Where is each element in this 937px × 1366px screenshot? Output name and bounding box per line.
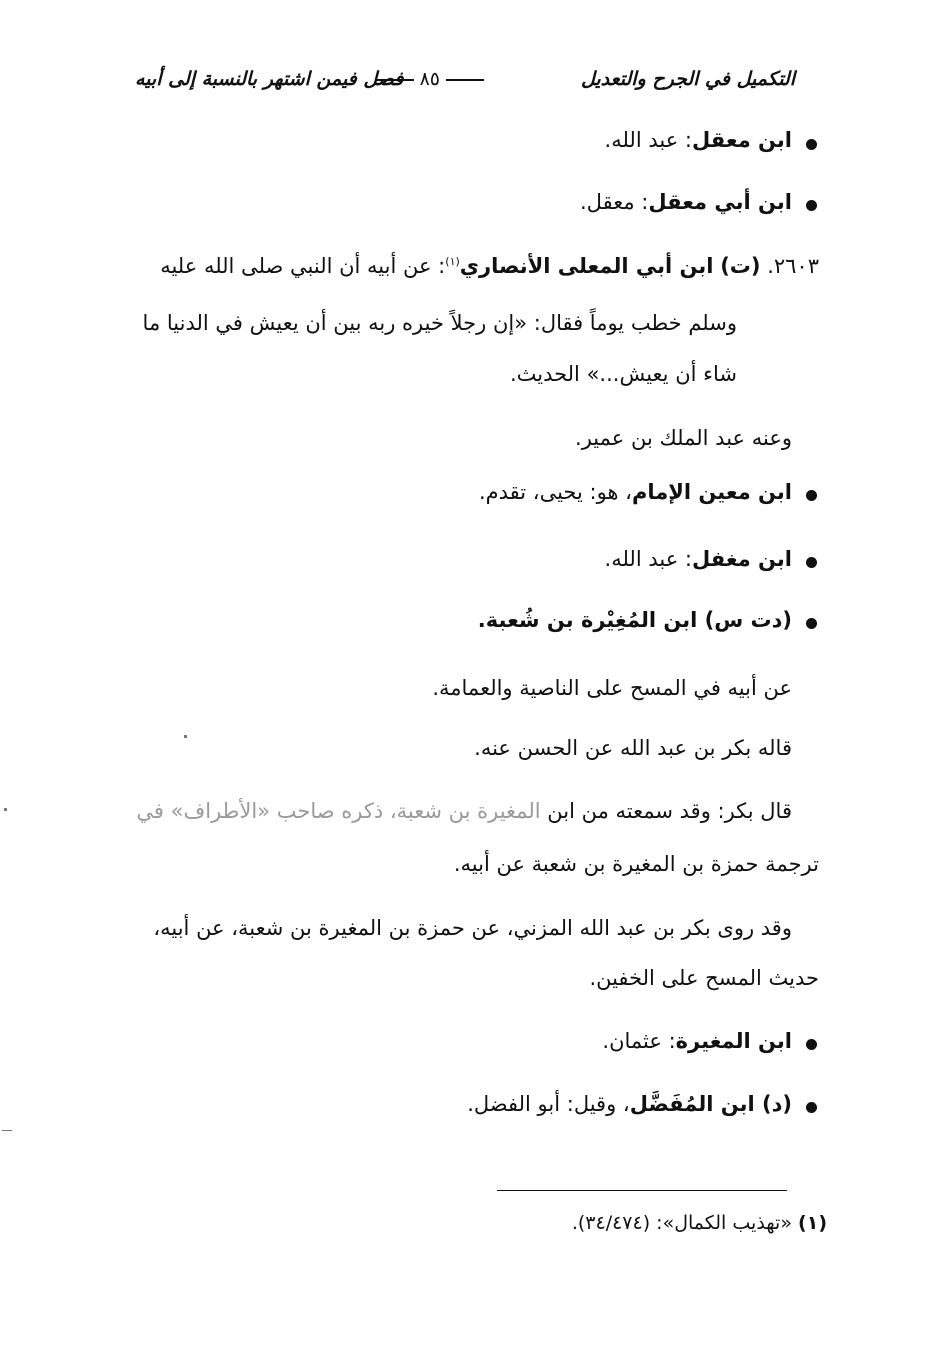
- book-title: التكميل في الجرح والتعديل: [580, 68, 795, 90]
- scan-speck: [184, 735, 187, 738]
- entry-text: ، هو: يحيى، تقدم.: [478, 480, 632, 504]
- footnote-ref: (١): [445, 255, 460, 268]
- entry-ibn-al-mufaddal: [467, 1094, 792, 1115]
- running-header: [135, 62, 795, 102]
- mughira-para-4-line1: وقد روى بكر بن عبد الله المزني، عن حمزة بن المغيرة بن شعبة، عن أبيه،: [153, 916, 792, 940]
- entry-name: ابن المغيرة: [675, 1029, 792, 1053]
- entry-text: : عثمان.: [602, 1029, 676, 1053]
- entry-2603-line2: وسلم خطب يوماً فقال: «إن رجلاً خيره ربه بين أن يعيش في الدنيا ما: [142, 311, 737, 335]
- mughira-para-3-line2: ترجمة حمزة بن المغيرة بن شعبة عن أبيه.: [453, 852, 819, 876]
- scan-speck: [2, 1130, 12, 1131]
- entry-text: ، وقيل: أبو الفضل.: [467, 1092, 630, 1116]
- mughira-para-2: قاله بكر بن عبد الله عن الحسن عنه.: [474, 736, 792, 760]
- entry-name: (د) ابن المُفَضَّل: [629, 1092, 792, 1116]
- entry-name: ابن معقل: [691, 128, 792, 152]
- entry-ibn-maqil: [605, 130, 792, 151]
- entry-text: : عبد الله.: [604, 128, 692, 152]
- entry-2603-line1: [160, 256, 819, 277]
- mughira-para-1: عن أبيه في المسح على الناصية والعمامة.: [432, 676, 792, 700]
- page-number: ٨٥: [370, 68, 490, 90]
- bullet-icon: [806, 200, 817, 211]
- footnote-divider: [497, 1190, 787, 1191]
- entry-text: : عن أبيه أن النبي صلى الله عليه: [160, 254, 446, 278]
- entry-ibn-al-mughira: [478, 610, 792, 631]
- entry-text: : معقل.: [580, 190, 649, 214]
- entry-ibn-mughaffal: [605, 549, 792, 570]
- section-title: فصل فيمن اشتهر بالنسبة إلى أبيه: [135, 68, 404, 90]
- mughira-para-4-line2: حديث المسح على الخفين.: [589, 966, 819, 990]
- entry-name: ابن أبي معقل: [648, 190, 792, 214]
- entry-2603-line4: وعنه عبد الملك بن عمير.: [575, 426, 792, 450]
- scan-speck: [4, 808, 7, 811]
- entry-name: ابن مغفل: [691, 547, 792, 571]
- bullet-icon: [806, 1039, 817, 1050]
- mughira-para-3-line1: قال بكر: وقد سمعته من ابن المغيرة بن شعبة، ذكره صاحب «الأطراف» في: [136, 799, 792, 823]
- entry-name: ابن معين الإمام: [631, 480, 792, 504]
- faded-text: المغيرة بن شعبة، ذكره صاحب «الأطراف» في: [136, 799, 541, 823]
- bullet-icon: [806, 1102, 817, 1113]
- entry-code: (ت): [720, 254, 761, 278]
- bullet-icon: [806, 139, 817, 150]
- bullet-icon: [806, 557, 817, 568]
- entry-name: (دت س) ابن المُغِيْرة بن شُعبة.: [477, 608, 792, 632]
- entry-text: : عبد الله.: [604, 547, 692, 571]
- entry-ibn-al-mughira-uthman: [602, 1031, 792, 1052]
- bullet-icon: [806, 618, 817, 629]
- entry-ibn-abi-maqil: [580, 192, 792, 213]
- entry-number: ٢٦٠٣.: [767, 254, 819, 278]
- footnote: [572, 1212, 827, 1234]
- entry-2603-line3: شاء أن يعيش...» الحديث.: [509, 362, 737, 386]
- entry-ibn-main: [479, 482, 792, 503]
- bullet-icon: [806, 490, 817, 501]
- footnote-marker: (١): [798, 1212, 827, 1234]
- footnote-text: «تهذيب الكمال»: (٣٤/٤٧٤).: [571, 1212, 792, 1234]
- entry-name: ابن أبي المعلى الأنصاري: [459, 254, 714, 278]
